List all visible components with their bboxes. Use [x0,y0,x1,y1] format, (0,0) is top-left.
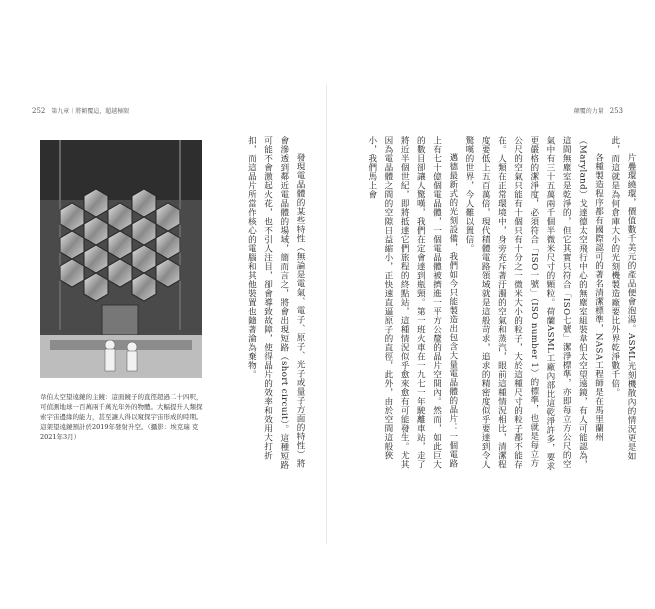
left-page-number: 252 [32,107,46,115]
right-paragraph-1: 片疊環繞環，價值數千美元的產品便會泡湯。ASML光刻機散內的情況更是如此，而這就是為何倉庫大小的光刻機製造廠要比外界乾淨數千倍。 [609,136,636,461]
right-paragraph-2: 各種製造程序都有國際認可的著名清潔標準，NASA工程師是在馬里蘭州（Maryland）戈達德太空飛行中心的無塵室組裝韋伯太空望遠鏡，有人可能認為，這間無塵室是乾淨的，但它其實只符合「ISO七號」潔淨標準，亦即每立方公尺的空氣中有三十五萬兩千個半微米尺寸的顆粒。荷蘭ASML工廠內部比這乾淨許多，要求更嚴格的潔淨度，必須符合「ISO一號」（ISO number 1）的標準，也就是每立方公尺的空氣只能有十個只有十分之一微米大小的粒子，大於這種尺寸的粒子都不能存在。人類在正常環境中，身旁充斥著汙濁的空氣和蒸汽，眼前這種情況相比，清潔程度要低上五百萬倍，現代積體電路領域就是這般苛求，追求的精密度似乎要達到令人驚嘆的世界，今人難以置信。 [463,136,604,471]
right-paragraph-3: 邁德最新式的光刻設備，我們如今只能製造出包含大量電晶體的晶片：一個電路上有七十億個電晶體，一個電晶體被擠進一平方公釐的晶片空間內。然而，如此巨大的數目卻讓人驚嘆，我們在定會達到瓶頸。第一班火車在一九七一年駛離車站，走了將近半個世紀，即將抵達它們旅程的終點站，這種情況似乎愈來愈有可能發生。尤其因為電晶體之間的空隙日益縮小，正快速直逼原子的直徑，此外，由於空間這般狹小，我們馬上會 [366,136,458,469]
left-body-text [170,136,308,476]
right-page-number: 253 [609,107,623,115]
left-chapter-title: 第九章｜將顛覆這，超越極限 [51,108,130,115]
left-paragraph: 發現電晶體的某些特性（無論是電氣、電子、原子、光子或量子方面的特性）將會滲透到鄰近電晶體的場域，簡而言之，將會出現短路（short circuit）。這種短路可能不會激起火花，也不引人注目，卻會導致故障，使得晶片的效率和效用大打折扣，而這晶片所當作核心的電腦和其他裝置也隨著淪為棄物。 [246,136,305,470]
right-page-header [574,106,627,115]
photo-caption: 韋伯太空望遠鏡的主鏡：這面鏡子的直徑超過二十四呎，可偵測地球一百萬兩千萬光年外的物體。大幅提升人類探索宇宙邊緣的能力，甚至讓人得以窺探宇宙形成的時期。這架望遠鏡預計於2019年發射升空。（攝影：埃克瑞 克2021年3月） [40,393,203,441]
left-page-header [28,106,129,115]
left-page [0,0,327,609]
right-book-title: 顛覆的力量 [573,108,604,115]
right-body-text [355,136,639,476]
